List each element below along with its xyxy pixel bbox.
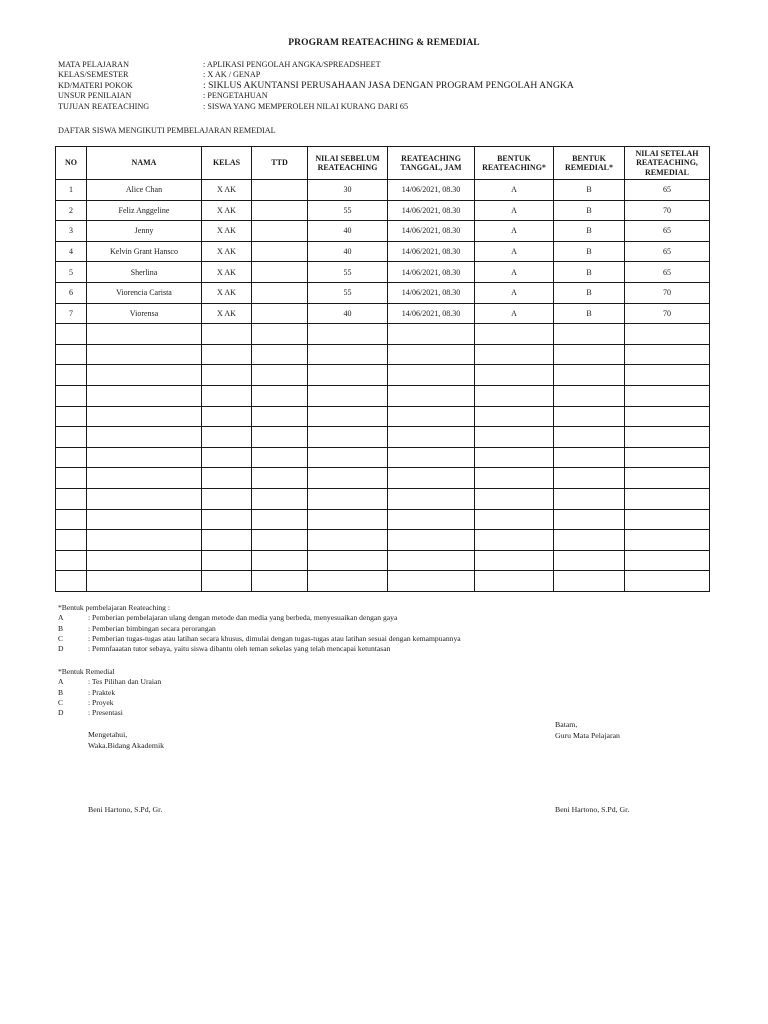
cell-bentuk-remedial: B — [554, 221, 625, 242]
cell-nilai-setelah: 65 — [625, 221, 710, 242]
cell-bentuk-reateaching: A — [475, 303, 554, 324]
cell-tanggal: 14/06/2021, 08.30 — [388, 241, 475, 262]
empty-row — [56, 550, 710, 571]
cell-nama: Jenny — [87, 221, 202, 242]
cell-bentuk-remedial: B — [554, 241, 625, 262]
cell-no: 5 — [56, 262, 87, 283]
cell-kelas: X AK — [202, 262, 252, 283]
cell-nama: Alice Chan — [87, 180, 202, 201]
meta-label: KELAS/SEMESTER — [58, 70, 129, 80]
cell-kelas: X AK — [202, 303, 252, 324]
header-nilai-sebelum: NILAI SEBELUM REATEACHING — [308, 147, 388, 180]
remedial-legend — [58, 667, 161, 718]
table-row — [56, 303, 710, 324]
cell-bentuk-reateaching: A — [475, 241, 554, 262]
header-reateaching-tanggal: REATEACHING TANGGAL, JAM — [388, 147, 475, 180]
empty-row — [56, 468, 710, 489]
empty-row — [56, 488, 710, 509]
meta-value: : SISWA YANG MEMPEROLEH NILAI KURANG DARI 65 — [203, 101, 409, 111]
legend-item: D : Presentasi — [58, 708, 123, 718]
cell-ttd[interactable] — [252, 262, 308, 283]
legend-item: B : Praktek — [58, 687, 116, 697]
cell-nilai-setelah: 65 — [625, 241, 710, 262]
legend-item: C : Proyek — [58, 697, 114, 707]
reateaching-legend-title: *Bentuk pembelajaran Reateaching : — [58, 603, 170, 612]
cell-nama: Viorensa — [87, 303, 202, 324]
cell-tanggal: 14/06/2021, 08.30 — [388, 221, 475, 242]
empty-row — [56, 385, 710, 406]
empty-row — [56, 530, 710, 551]
meta-label: MATA PELAJARAN — [58, 60, 129, 69]
header-bentuk-remedial: BENTUK REMEDIAL* — [554, 147, 625, 180]
cell-no: 2 — [56, 200, 87, 221]
document-title: PROGRAM REATEACHING & REMEDIAL — [288, 38, 480, 48]
table-row — [56, 180, 710, 201]
table-row — [56, 262, 710, 283]
meta-value: : APLIKASI PENGOLAH ANGKA/SPREADSHEET — [203, 60, 381, 69]
meta-value: : X AK / GENAP — [203, 70, 261, 80]
meta-row-tujuan — [58, 102, 574, 112]
signature-right — [555, 720, 620, 741]
cell-bentuk-remedial: B — [554, 180, 625, 201]
cell-bentuk-reateaching: A — [475, 282, 554, 303]
cell-nilai-setelah: 70 — [625, 282, 710, 303]
cell-tanggal: 14/06/2021, 08.30 — [388, 180, 475, 201]
cell-no: 3 — [56, 221, 87, 242]
signature-right-name: Beni Hartono, S.Pd, Gr. — [555, 805, 630, 814]
table-row — [56, 200, 710, 221]
empty-row — [56, 365, 710, 386]
cell-bentuk-remedial: B — [554, 200, 625, 221]
empty-row — [56, 324, 710, 345]
cell-kelas: X AK — [202, 241, 252, 262]
cell-tanggal: 14/06/2021, 08.30 — [388, 282, 475, 303]
meta-label: UNSUR PENILAIAN — [58, 91, 132, 101]
cell-nilai-setelah: 70 — [625, 303, 710, 324]
cell-ttd[interactable] — [252, 303, 308, 324]
cell-kelas: X AK — [202, 282, 252, 303]
legend-item: C : Pemberian tugas-tugas atau latihan secara khusus, dimulai dengan tugas-tugas atau latihan sesuai dengan kemampuannya — [58, 633, 461, 643]
cell-bentuk-reateaching: A — [475, 180, 554, 201]
cell-no: 4 — [56, 241, 87, 262]
signature-right-place: Batam, — [555, 720, 578, 729]
table-row — [56, 221, 710, 242]
empty-row — [56, 344, 710, 365]
meta-row-kd-materi — [58, 81, 574, 91]
cell-nilai-setelah: 65 — [625, 262, 710, 283]
cell-bentuk-remedial: B — [554, 262, 625, 283]
cell-bentuk-remedial: B — [554, 282, 625, 303]
cell-no: 7 — [56, 303, 87, 324]
cell-ttd[interactable] — [252, 200, 308, 221]
meta-label: KD/MATERI POKOK — [58, 80, 133, 90]
meta-row-mata-pelajaran — [58, 60, 574, 70]
cell-no: 1 — [56, 180, 87, 201]
empty-row — [56, 571, 710, 592]
cell-nama: Viorencia Carista — [87, 282, 202, 303]
legend-item: D : Pemnfaaatan tutor sebaya, yaitu siswa dibantu oleh teman sekelas yang telah mencapai ketuntasan — [58, 644, 391, 654]
reateaching-legend — [58, 603, 461, 654]
cell-nilai-sebelum: 55 — [308, 262, 388, 283]
signature-left-line1: Mengetahui, — [88, 730, 128, 739]
legend-item: A : Tes Pilihan dan Uraian — [58, 677, 162, 687]
cell-nilai-sebelum: 40 — [308, 241, 388, 262]
cell-nilai-sebelum: 40 — [308, 303, 388, 324]
cell-ttd[interactable] — [252, 282, 308, 303]
legend-item: B : Pemberian bimbingan secara perorangan — [58, 623, 216, 633]
cell-bentuk-reateaching: A — [475, 262, 554, 283]
signature-left-line2: Waka.Bidang Akademik — [88, 740, 165, 750]
cell-kelas: X AK — [202, 221, 252, 242]
empty-row — [56, 406, 710, 427]
cell-kelas: X AK — [202, 180, 252, 201]
header-bentuk-reateaching: BENTUK REATEACHING* — [475, 147, 554, 180]
cell-nilai-sebelum: 40 — [308, 221, 388, 242]
table-body — [56, 180, 710, 592]
cell-ttd[interactable] — [252, 221, 308, 242]
cell-tanggal: 14/06/2021, 08.30 — [388, 262, 475, 283]
signature-left-name: Beni Hartono, S.Pd, Gr. — [88, 805, 163, 814]
header-nama: NAMA — [87, 147, 202, 180]
empty-row — [56, 447, 710, 468]
meta-label: TUJUAN REATEACHING — [58, 101, 150, 111]
meta-value: : SIKLUS AKUNTANSI PERUSAHAAN JASA DENGAN PROGRAM PENGOLAH ANGKA — [203, 79, 574, 91]
cell-nilai-sebelum: 55 — [308, 282, 388, 303]
cell-nilai-setelah: 65 — [625, 180, 710, 201]
cell-tanggal: 14/06/2021, 08.30 — [388, 200, 475, 221]
cell-no: 6 — [56, 282, 87, 303]
empty-row — [56, 427, 710, 448]
meta-row-unsur-penilaian — [58, 91, 574, 101]
remedial-legend-title: *Bentuk Remedial — [58, 667, 115, 676]
cell-ttd[interactable] — [252, 180, 308, 201]
list-title: DAFTAR SISWA MENGIKUTI PEMBELAJARAN REMEDIAL — [58, 126, 276, 135]
meta-block — [58, 60, 574, 112]
signature-right-line1: Guru Mata Pelajaran — [555, 730, 620, 740]
table-header-row — [56, 147, 710, 180]
cell-nilai-sebelum: 55 — [308, 200, 388, 221]
cell-tanggal: 14/06/2021, 08.30 — [388, 303, 475, 324]
cell-kelas: X AK — [202, 200, 252, 221]
cell-bentuk-reateaching: A — [475, 200, 554, 221]
legend-item: A : Pemberian pembelajaran ulang dengan metode dan media yang berbeda, menyesuaikan dengan gaya — [58, 613, 398, 623]
cell-nama: Sherlina — [87, 262, 202, 283]
header-kelas: KELAS — [202, 147, 252, 180]
cell-nama: Kelvin Grant Hansco — [87, 241, 202, 262]
cell-bentuk-reateaching: A — [475, 221, 554, 242]
header-nilai-setelah: NILAI SETELAH REATEACHING, REMEDIAL — [625, 147, 710, 180]
cell-nilai-setelah: 70 — [625, 200, 710, 221]
cell-nilai-sebelum: 30 — [308, 180, 388, 201]
table-row — [56, 282, 710, 303]
cell-bentuk-remedial: B — [554, 303, 625, 324]
cell-ttd[interactable] — [252, 241, 308, 262]
signature-left — [88, 730, 164, 751]
empty-row — [56, 509, 710, 530]
remedial-table — [55, 146, 710, 592]
header-no: NO — [56, 147, 87, 180]
meta-value: : PENGETAHUAN — [203, 91, 268, 101]
header-ttd: TTD — [252, 147, 308, 180]
cell-nama: Feliz Anggeline — [87, 200, 202, 221]
table-row — [56, 241, 710, 262]
